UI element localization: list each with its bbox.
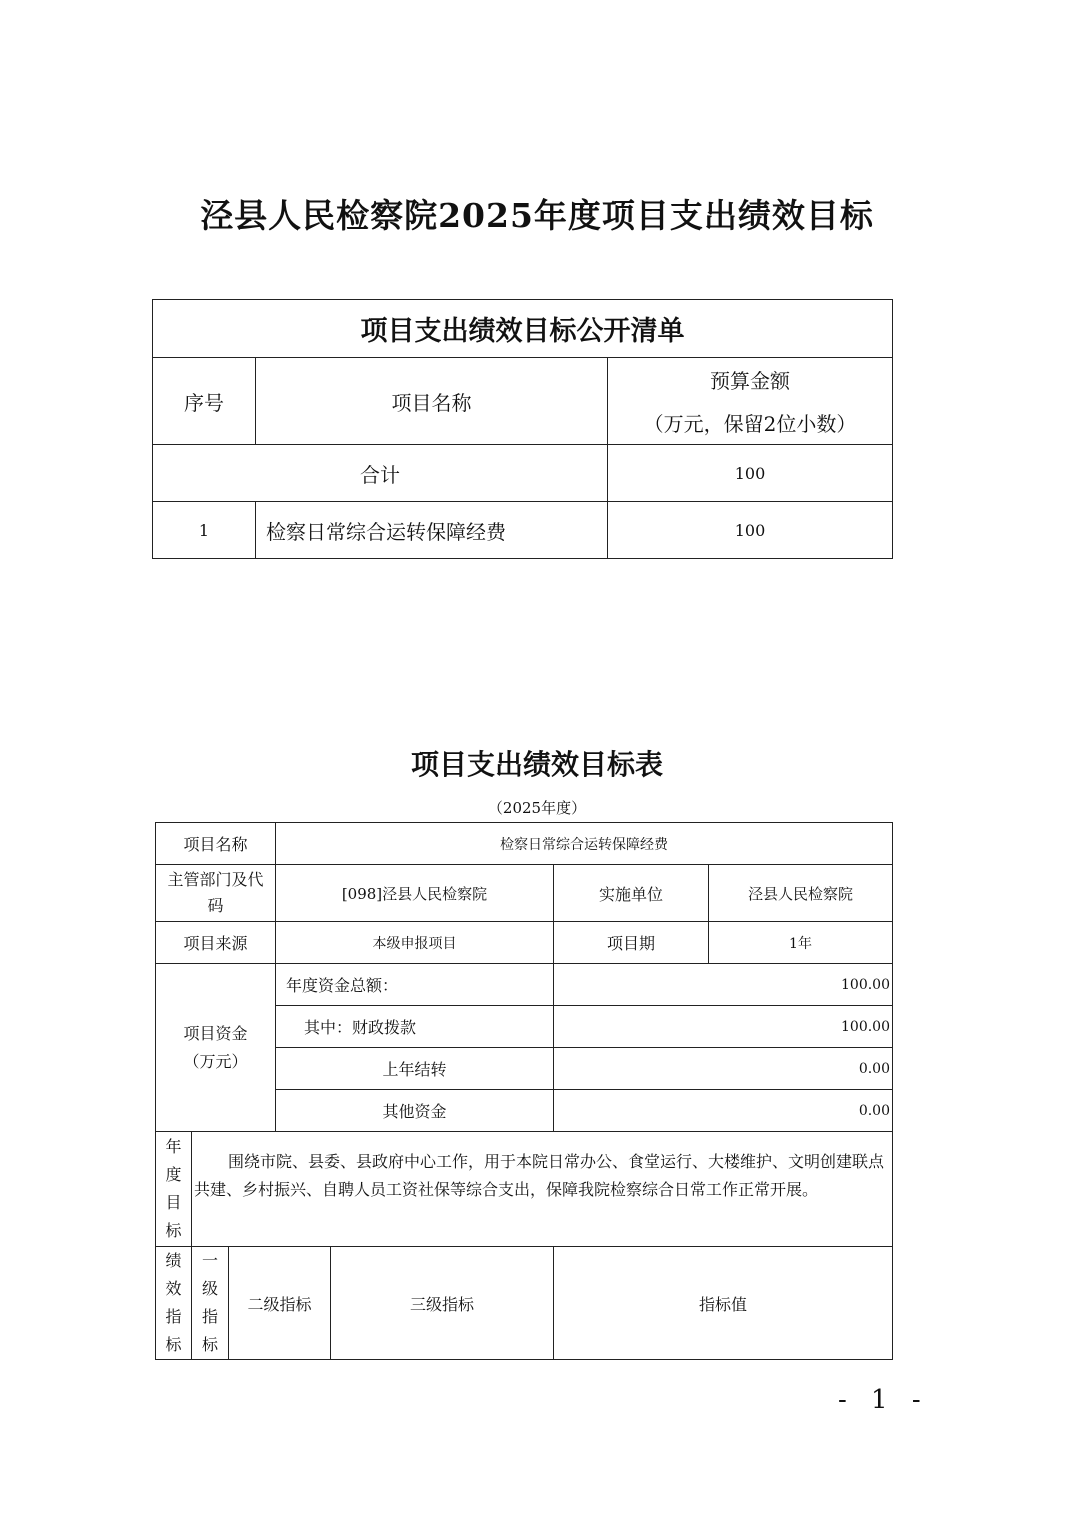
- funds-label-line1: 项目资金: [183, 1023, 248, 1043]
- dept-value: [098]泾县人民检察院: [276, 865, 554, 922]
- table-row: [153, 502, 893, 559]
- header-seq: 序号: [153, 358, 256, 445]
- annual-goal-label-text: 年 度 目 标: [165, 1137, 182, 1240]
- page-title: 泾县人民检察院2025年度项目支出绩效目标: [200, 196, 874, 235]
- level1-indicator-label: [192, 1247, 229, 1360]
- level3-indicator-label: 三级指标: [331, 1247, 554, 1360]
- funds-label: [156, 964, 276, 1132]
- row-amount: 100: [608, 502, 893, 559]
- project-name-label: 项目名称: [156, 823, 276, 865]
- level1-indicator-label-text: 一 级 指 标: [201, 1251, 218, 1354]
- header-budget-line1: 预算金额: [710, 369, 790, 393]
- annual-goal-label: [156, 1132, 192, 1247]
- fund-other-label: 其他资金: [276, 1090, 554, 1132]
- performance-target-table: [155, 822, 893, 1360]
- fund-carryover-label: 上年结转: [276, 1048, 554, 1090]
- source-value: 本级申报项目: [276, 922, 554, 964]
- year-note: （2025年度）: [487, 799, 587, 817]
- total-label: 合计: [153, 445, 608, 502]
- row-seq: 1: [153, 502, 256, 559]
- header-project-name: 项目名称: [256, 358, 608, 445]
- header-budget: [608, 358, 893, 445]
- project-name-value: 检察日常综合运转保障经费: [276, 823, 893, 865]
- level2-indicator-label: 二级指标: [229, 1247, 331, 1360]
- perf-indicator-label-text: 绩 效 指 标: [165, 1251, 182, 1354]
- period-value: 1年: [709, 922, 893, 964]
- page-number: - 1 -: [838, 1385, 929, 1415]
- fund-fiscal-value: 100.00: [554, 1006, 893, 1048]
- dept-label: 主管部门及代码: [156, 865, 276, 922]
- period-label: 项目期: [554, 922, 709, 964]
- source-label: 项目来源: [156, 922, 276, 964]
- row-project-name: 检察日常综合运转保障经费: [256, 502, 608, 559]
- impl-label: 实施单位: [554, 865, 709, 922]
- project-list-table: [152, 299, 893, 559]
- total-amount: 100: [608, 445, 893, 502]
- perf-indicator-label: [156, 1247, 192, 1360]
- annual-goal-text: 围绕市院、县委、县政府中心工作，用于本院日常办公、食堂运行、大楼维护、文明创建联点共建、乡村振兴、自聘人员工资社保等综合支出，保障我院检察综合日常工作正常开展。: [192, 1132, 893, 1247]
- fund-total-value: 100.00: [554, 964, 893, 1006]
- fund-carryover-value: 0.00: [554, 1048, 893, 1090]
- fund-fiscal-label: 其中：财政拨款: [276, 1006, 554, 1048]
- impl-value: 泾县人民检察院: [709, 865, 893, 922]
- indicator-value-label: 指标值: [554, 1247, 893, 1360]
- list-table-caption: 项目支出绩效目标公开清单: [153, 300, 893, 358]
- fund-other-value: 0.00: [554, 1090, 893, 1132]
- header-budget-line2: （万元，保留2位小数）: [643, 412, 857, 436]
- funds-label-line2: （万元）: [183, 1051, 248, 1071]
- target-table-title: 项目支出绩效目标表: [410, 748, 663, 781]
- fund-total-label: 年度资金总额：: [276, 964, 554, 1006]
